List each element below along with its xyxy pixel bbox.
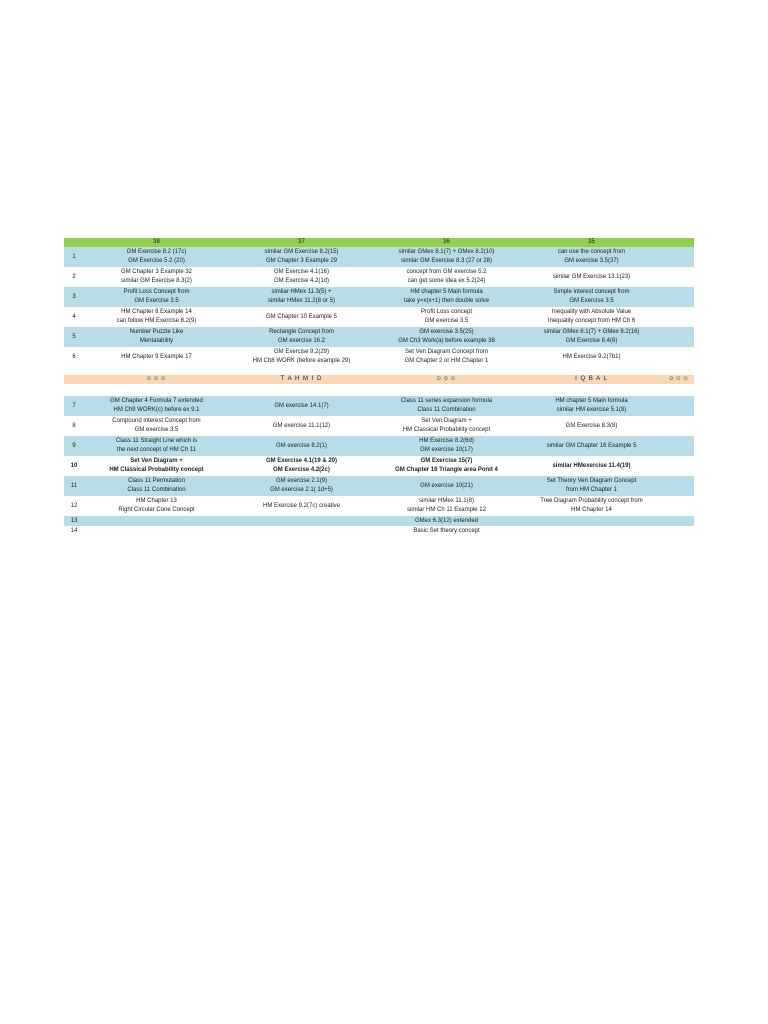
table-cell (84, 287, 229, 307)
table-cell-line: can follow HM Exercise 8.2(9) (116, 318, 197, 324)
table-cell (229, 476, 374, 496)
table-cell-line: Mentalability (139, 338, 174, 344)
table-cell-line: HM chapter 5 Main formula (410, 289, 483, 295)
row-number: 12 (64, 496, 84, 516)
table-cell (229, 416, 374, 436)
table-cell (374, 516, 519, 526)
table-row (64, 436, 694, 456)
table-cell (84, 267, 229, 287)
table-cell (84, 396, 229, 416)
table-cell-line: GM exercise 10(21) (420, 482, 473, 489)
table-cell-line: similar HMex 11.1(8) (419, 498, 474, 504)
table-cell-line: similar HMexercise 11.4(19) (552, 462, 631, 469)
row-number: 4 (64, 307, 84, 327)
table-cell (519, 516, 664, 526)
table-cell (84, 476, 229, 496)
table-row (64, 476, 694, 496)
table-cell-line: Class 11 Combination (417, 407, 476, 413)
table-cell (84, 516, 229, 526)
table-cell-line: Class 11 Straight Line which is (115, 438, 198, 444)
table-cell-line: GM Exercise 8.3(8) (565, 422, 618, 429)
table-cell (519, 267, 664, 287)
table-cell (229, 436, 374, 456)
student-name: T A H M I D (229, 375, 374, 384)
table-cell-line: HM Exercise 9.2(7c) creative (262, 502, 341, 509)
table-cell-line: GM Exercise 8.4(8) (565, 338, 618, 344)
row-number: 11 (64, 476, 84, 496)
table-cell (519, 287, 664, 307)
table-cell (519, 416, 664, 436)
table-cell-line: from HM Chapter 1 (565, 487, 617, 493)
table-cell-line: Tree Diagram Probability concept from (540, 498, 643, 504)
row-number: 5 (64, 327, 84, 347)
table-cell-line: Set Ven Diagram + (130, 458, 183, 464)
student-name: I Q B A L (519, 375, 664, 384)
table-cell (229, 347, 374, 367)
table-cell (84, 347, 229, 367)
table-cell-line: HM Ch9 WORK(c) before ex 9.1 (113, 407, 200, 413)
table-cell-line: Rectangle Concept from (269, 329, 334, 335)
table-cell-line: GM Chapter 3 Example 32 (120, 269, 193, 275)
row-number: 8 (64, 416, 84, 436)
table-cell-line: similar GM Exercise 13.1(23) (552, 273, 631, 280)
row-number: 7 (64, 396, 84, 416)
row-number: 13 (64, 516, 84, 526)
row-number: 14 (64, 526, 84, 536)
header-row (64, 238, 694, 247)
table-cell-line: HM Classical Probability concept (109, 467, 204, 473)
table-cell (519, 526, 664, 536)
table-cell (229, 327, 374, 347)
table-cell (84, 436, 229, 456)
table-row (64, 247, 694, 267)
table-cell (374, 327, 519, 347)
table-cell-line: HM Exercise 8.2(6d) (419, 438, 474, 444)
table-cell-line: Basic Set theory concept (413, 527, 480, 534)
table-cell-line: HM Chapter 9 Example 17 (121, 353, 192, 360)
table-row (64, 347, 694, 367)
table-row (64, 416, 694, 436)
table-cell (229, 307, 374, 327)
table-cell-line: can get some idea ex 5.2(24) (407, 278, 486, 284)
table-row (64, 287, 694, 307)
table-cell-line: GM Exercise 15(7) (420, 458, 473, 464)
table-cell-line: GM Exercise 4.2(2c) (273, 467, 330, 473)
table-cell-line: Number Puzzle Like (129, 329, 184, 335)
table-cell-line: Inequality concept from HM Ch 6 (547, 318, 636, 324)
table-cell (374, 307, 519, 327)
smiley-decoration: ☺☺☺ (374, 375, 519, 384)
table-cell-line: HM Chapter 13 (136, 498, 177, 504)
table-cell-line: GM exercise 3.5(37) (564, 258, 619, 264)
table-cell-line: Profit Loss concept (420, 309, 473, 315)
table-cell-line: Set Ven Diagram + (421, 418, 472, 424)
table-cell-line: GMex 6.3(12) extended (414, 517, 479, 524)
table-cell (519, 496, 664, 516)
table-cell-line: HM Chapter 14 (571, 507, 612, 513)
table-cell (374, 267, 519, 287)
table-cell (84, 327, 229, 347)
table-cell-line: GM Exercise 3.5 (134, 298, 179, 304)
table-row (64, 307, 694, 327)
table-cell-line: similar GMex 8.1(7) + GMex 8.2(10) (398, 249, 495, 255)
table-cell (519, 436, 664, 456)
spreadsheet (64, 238, 694, 536)
table-cell (229, 287, 374, 307)
table-cell (229, 247, 374, 267)
table-cell-line: GM exercise 10(17) (420, 447, 473, 453)
table-cell (229, 516, 374, 526)
table-cell (84, 307, 229, 327)
table-cell (374, 476, 519, 496)
table-cell-line: GM Chapter 16 Triangle area Ponit 4 (395, 467, 498, 473)
table-cell (229, 456, 374, 476)
table-cell-line: GM Chapter 2 or HM Chapter 1 (404, 358, 489, 364)
table-cell (374, 496, 519, 516)
table-cell-line: GM Chapter 10 Example 5 (265, 313, 338, 320)
table-cell-line: Inequality with Absolute Value (551, 309, 632, 315)
table-cell-line: GM Exercise 4.1(16) (273, 269, 330, 275)
table-cell (229, 396, 374, 416)
table-cell-line: Profit Loss Concept from (123, 289, 190, 295)
table-cell-line: Compound interest Concept from (112, 418, 201, 424)
row-number: 9 (64, 436, 84, 456)
row-number: 2 (64, 267, 84, 287)
name-separator-row (64, 375, 694, 384)
table-cell (519, 476, 664, 496)
table-cell-line: GM Exercise 8.2 (17c) (126, 249, 187, 255)
table-cell-line: similar HM Ch 11 Example 12 (407, 507, 486, 513)
table-cell-line: GM Ch3 Work(a) before example 38 (398, 338, 495, 344)
table-cell (84, 247, 229, 267)
table-cell-line: Class 11 Permutation (128, 478, 185, 484)
table-cell-line: GM Chapter 4 Formula 7 extended (110, 398, 203, 404)
table-row (64, 456, 694, 476)
table-cell (374, 287, 519, 307)
table-cell (519, 456, 664, 476)
table-cell-line: take y=x(x+1) then double solve (403, 298, 490, 304)
table-cell-line: HM Chapter 8 Example 14 (121, 309, 192, 315)
table-cell-line: GM exercise 2.1(9) (275, 478, 327, 484)
table-cell-line: similar GM Exercise 8.3(2) (121, 278, 192, 284)
table-cell (229, 496, 374, 516)
table-cell-line: Class 11 Combination (127, 487, 186, 493)
table-cell-line: Simple interest concept from (553, 289, 630, 295)
table-cell (229, 526, 374, 536)
table-row (64, 327, 694, 347)
table-cell-line: similar HM exercise 5.1(8) (556, 407, 627, 413)
table-cell-line: Right Circular Cone Concept (118, 507, 195, 513)
table-cell-line: HM Ch8 WORK (before example 29) (252, 358, 351, 364)
table-cell-line: GM Exercise 3.5 (569, 298, 614, 304)
table-cell-line: HM Exercise 9.2(7b1) (562, 353, 621, 360)
table-cell (374, 436, 519, 456)
table-row (64, 526, 694, 536)
table-cell-line: GM Exercise 4.2(1d) (273, 278, 330, 284)
header-cell: 37 (229, 238, 374, 247)
table-cell-line: GM Exercise 5.2 (20) (128, 258, 185, 264)
table-cell (374, 526, 519, 536)
row-number: 3 (64, 287, 84, 307)
table-cell-line: HM Classical Probability concept (402, 427, 491, 433)
table-cell-line: Class 11 series expansion formula (400, 398, 493, 404)
table-cell-line: similar HMex 11.2(8 or 5) (268, 298, 335, 304)
table-cell-line: GM Exercise 4.1(19 & 20) (265, 458, 338, 464)
table-cell-line: Set Theory Ven Diagram Concept (546, 478, 637, 484)
table-cell-line: GM Chapter 3 Example 29 (265, 258, 338, 264)
table-cell (374, 247, 519, 267)
table-row (64, 396, 694, 416)
table-cell (84, 456, 229, 476)
table-cell-line: GM exercise 3.5(25) (419, 329, 474, 335)
header-cell: 38 (84, 238, 229, 247)
table-row (64, 496, 694, 516)
table-cell (229, 267, 374, 287)
table-cell (519, 347, 664, 367)
table-cell (519, 396, 664, 416)
smiley-decoration: ☺☺☺ (664, 375, 694, 384)
table-cell-line: similar GM Exercise 8.2(15) (264, 249, 339, 255)
table-cell (84, 416, 229, 436)
table-cell-line: GM exercise 3.5 (134, 427, 179, 433)
table-cell (84, 526, 229, 536)
table-cell-line: the next concept of HM Ch 11 (117, 447, 196, 453)
table-cell-line: HM chapter 5 Main formula (555, 398, 628, 404)
table-cell (374, 396, 519, 416)
table-cell (519, 327, 664, 347)
table-cell (374, 347, 519, 367)
table-cell-line: can use the concept from (557, 249, 626, 255)
table-cell (374, 416, 519, 436)
table-cell-line: GM exercise 3.5 (424, 318, 469, 324)
table-cell-line: Set Ven Diagram Concept from (404, 349, 489, 355)
table-cell (519, 307, 664, 327)
header-cell: 35 (519, 238, 664, 247)
table-cell-line: similar GM Exercise 8.3 (27 or 28) (400, 258, 493, 264)
table-row (64, 516, 694, 526)
header-cell: 36 (374, 238, 519, 247)
row-number: 10 (64, 456, 84, 476)
row-number: 6 (64, 347, 84, 367)
table-cell (84, 496, 229, 516)
row-number: 1 (64, 247, 84, 267)
table-cell-line: GM exercise 16.2 (277, 338, 326, 344)
table-cell-line: GM Exercise 9.2(29) (273, 349, 330, 355)
table-cell-line: concept from GM exercise 5.2 (406, 269, 487, 275)
table-cell-line: similar GMex 8.1(7) + GMex 8.2(16) (543, 329, 640, 335)
table-cell-line: similar HMex 11.3(5) + (271, 289, 332, 295)
table-row (64, 267, 694, 287)
question-table (64, 238, 694, 536)
table-cell-line: GM exercise 14.1(7) (274, 402, 329, 409)
smiley-decoration: ☺☺☺ (84, 375, 229, 384)
table-cell-line: GM exercise 8.2(1) (275, 442, 327, 449)
table-cell-line: GM exercise 11.1(12) (272, 422, 331, 429)
table-cell (374, 456, 519, 476)
table-cell-line: GM exercise 2.1( 1d+5) (270, 487, 333, 493)
table-cell-line: similar GM Chapter 16 Example 5 (546, 442, 637, 449)
table-cell (519, 247, 664, 267)
